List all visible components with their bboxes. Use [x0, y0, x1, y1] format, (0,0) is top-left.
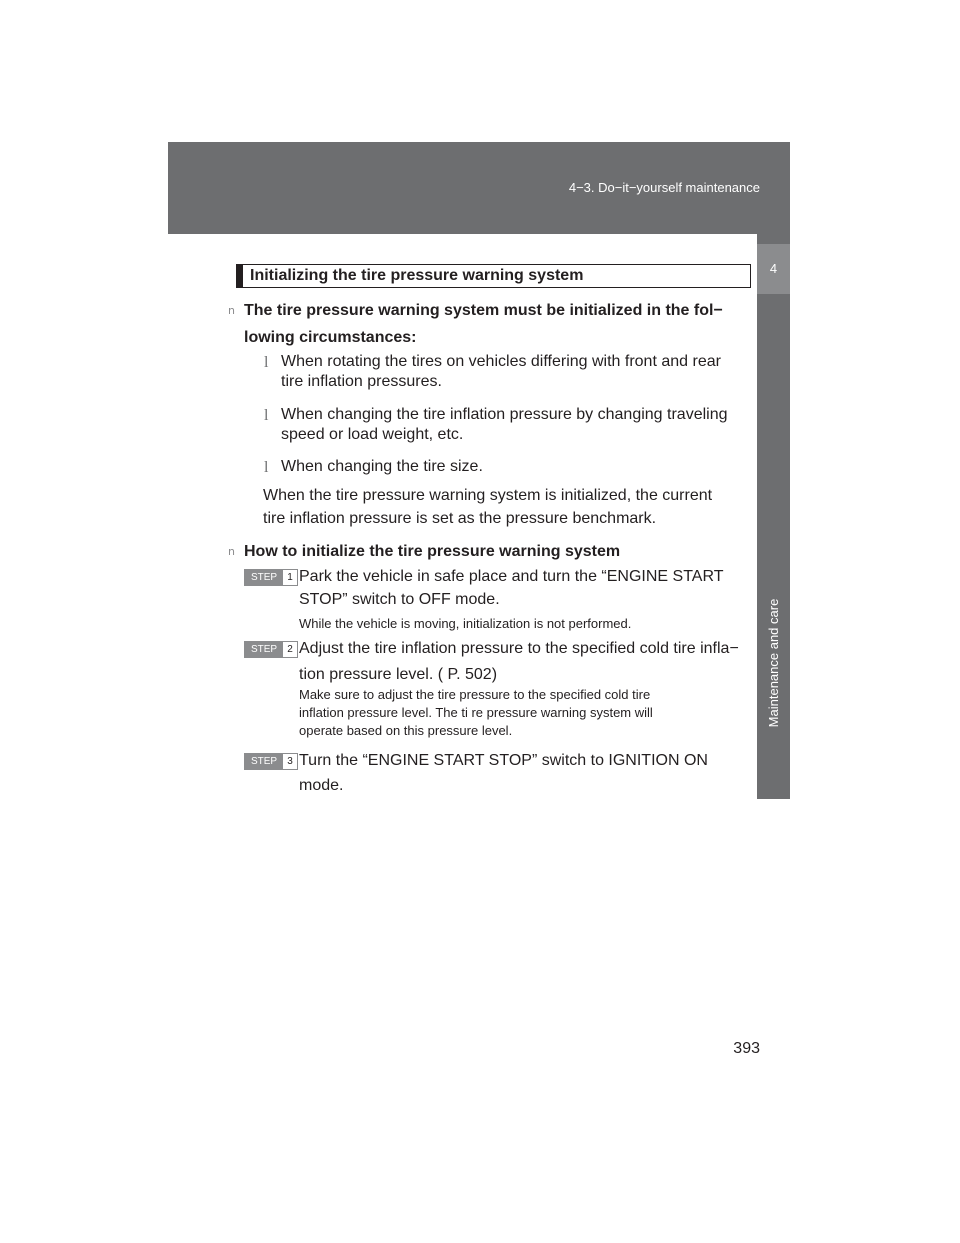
step-2-badge: [244, 641, 298, 658]
bullet-l-icon: l: [264, 407, 269, 424]
circumstances-note-line-2: tire inflation pressure is set as the pressure benchmark.: [263, 510, 657, 527]
step-3-line-1: Turn the “ENGINE START STOP” switch to IGNITION ON: [299, 752, 708, 769]
bullet-n-icon: n: [228, 545, 235, 558]
bullet-l-icon: l: [264, 459, 269, 476]
circumstance-item-1-line-1: When rotating the tires on vehicles differing with front and rear: [281, 353, 721, 370]
circumstance-item-1-line-2: tire inflation pressures.: [281, 373, 442, 390]
step-2-note-line-1: Make sure to adjust the tire pressure to the specified cold tire: [299, 687, 651, 702]
step-word: STEP: [245, 642, 283, 657]
step-2-note-line-3: operate based on this pressure level.: [299, 723, 513, 738]
chapter-number: 4: [757, 244, 790, 294]
step-3-badge: [244, 753, 298, 770]
circumstance-item-3-line-1: When changing the tire size.: [281, 458, 483, 475]
step-1-badge: [244, 569, 298, 586]
circumstances-heading-line-1: The tire pressure warning system must be initialized in the fol−: [244, 302, 723, 319]
how-to-heading: How to initialize the tire pressure warning system: [244, 543, 621, 560]
circumstances-heading-line-2: lowing circumstances:: [244, 329, 417, 346]
step-number: 3: [283, 754, 297, 769]
step-1-note: While the vehicle is moving, initialization is not performed.: [299, 616, 632, 631]
step-number: 1: [283, 570, 297, 585]
circumstance-item-2-line-2: speed or load weight, etc.: [281, 426, 464, 443]
step-2-line-1: Adjust the tire inflation pressure to the specified cold tire infla−: [299, 640, 739, 657]
circumstances-note-line-1: When the tire pressure warning system is initialized, the current: [263, 487, 713, 504]
section-title: Initializing the tire pressure warning system: [250, 267, 584, 284]
bullet-n-icon: n: [228, 304, 235, 317]
section-title-box: [236, 264, 751, 288]
step-word: STEP: [245, 754, 283, 769]
step-2-note-line-2: inflation pressure level. The ti re pressure warning system will: [299, 705, 653, 720]
chapter-header: 4−3. Do−it−yourself maintenance: [568, 180, 760, 195]
bullet-l-icon: l: [264, 354, 269, 371]
section-title-bar: [237, 265, 243, 287]
step-3-line-2: mode.: [299, 777, 344, 794]
step-word: STEP: [245, 570, 283, 585]
page-number: 393: [733, 1040, 760, 1057]
step-1-line-2: STOP” switch to OFF mode.: [299, 591, 500, 608]
step-number: 2: [283, 642, 297, 657]
step-1-line-1: Park the vehicle in safe place and turn the “ENGINE START: [299, 568, 724, 585]
chapter-label: Maintenance and care: [766, 598, 781, 728]
step-2-line-2: tion pressure level. ( P. 502): [299, 666, 498, 683]
circumstance-item-2-line-1: When changing the tire inflation pressure by changing traveling: [281, 406, 728, 423]
